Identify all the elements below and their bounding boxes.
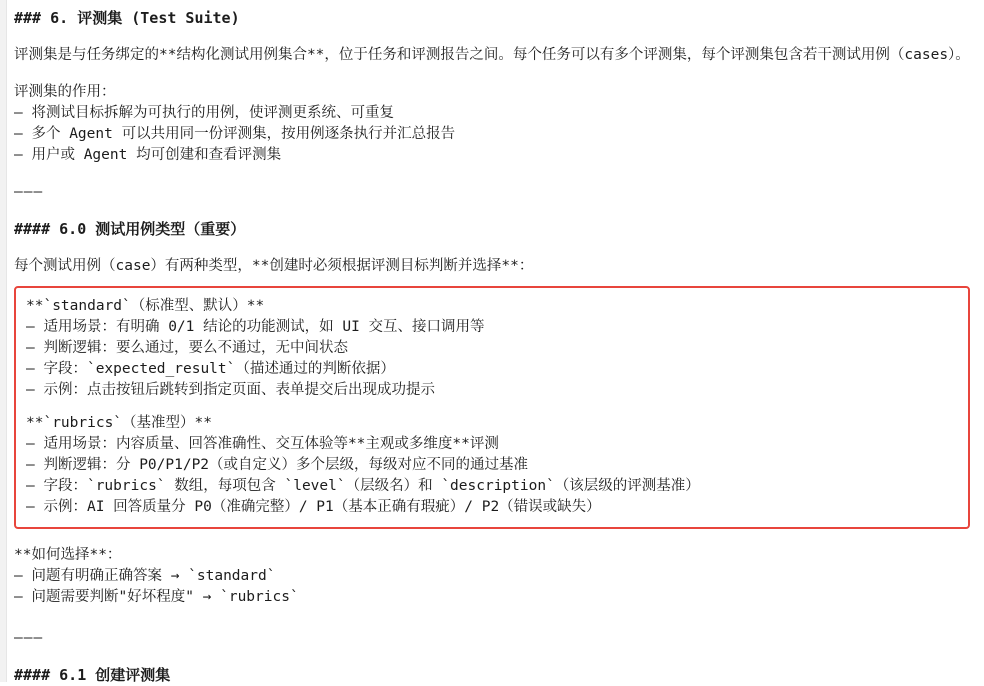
purpose-item: – 多个 Agent 可以共用同一份评测集，按用例逐条执行并汇总报告 <box>14 126 456 142</box>
how-to-choose-title: **如何选择**： <box>14 547 122 563</box>
divider: ——— <box>14 184 44 200</box>
rubrics-type-item: – 字段：`rubrics` 数组，每项包含 `level`（层级名）和 `description`（该层级的评测基准） <box>26 478 700 494</box>
standard-type-title: **`standard`（标准型、默认）** <box>26 298 265 314</box>
heading-case-types: #### 6.0 测试用例类型（重要） <box>14 220 246 238</box>
heading-test-suite: ### 6. 评测集 (Test Suite) <box>14 9 240 27</box>
purpose-title: 评测集的作用： <box>14 84 116 100</box>
document-body <box>14 8 970 686</box>
standard-type-item: – 判断逻辑：要么通过，要么不通过，无中间状态 <box>26 340 348 356</box>
purpose-item: – 用户或 Agent 均可创建和查看评测集 <box>14 147 282 163</box>
rubrics-type-item: – 判断逻辑：分 P0/P1/P2（或自定义）多个层级，每级对应不同的通过基准 <box>26 457 529 473</box>
left-gutter-strip <box>0 0 7 682</box>
rubrics-type-item: – 示例：AI 回答质量分 P0（准确完整）/ P1（基本正确有瑕疵）/ P2（错误或缺失） <box>26 499 601 515</box>
spacer <box>26 401 958 413</box>
rubrics-type-title: **`rubrics`（基准型）** <box>26 415 212 431</box>
intro-paragraph: 评测集是与任务绑定的**结构化测试用例集合**，位于任务和评测报告之间。每个任务可以有多个评测集，每个评测集包含若干测试用例（cases）。 <box>14 47 970 63</box>
standard-type-item: – 示例：点击按钮后跳转到指定页面、表单提交后出现成功提示 <box>26 382 435 398</box>
purpose-item: – 将测试目标拆解为可执行的用例，使评测更系统、可重复 <box>14 105 394 121</box>
rubrics-type-item: – 适用场景：内容质量、回答准确性、交互体验等**主观或多维度**评测 <box>26 436 499 452</box>
how-to-choose-item: – 问题需要判断"好坏程度" → `rubrics` <box>14 589 299 605</box>
spacer <box>14 240 970 256</box>
standard-type-item: – 字段：`expected_result`（描述通过的判断依据） <box>26 361 395 377</box>
spacer <box>14 66 970 82</box>
spacer <box>14 649 970 665</box>
spacer <box>14 166 970 182</box>
spacer <box>14 29 970 45</box>
spacer <box>14 203 970 219</box>
standard-type-item: – 适用场景：有明确 0/1 结论的功能测试，如 UI 交互、接口调用等 <box>26 319 485 335</box>
case-type-intro: 每个测试用例（case）有两种类型，**创建时必须根据评测目标判断并选择**： <box>14 258 534 274</box>
spacer <box>14 608 970 628</box>
how-to-choose-item: – 问题有明确正确答案 → `standard` <box>14 568 276 584</box>
highlighted-case-type-block <box>14 286 970 529</box>
heading-create-test-suite: #### 6.1 创建评测集 <box>14 666 171 684</box>
spacer <box>14 529 970 545</box>
divider: ——— <box>14 630 44 646</box>
